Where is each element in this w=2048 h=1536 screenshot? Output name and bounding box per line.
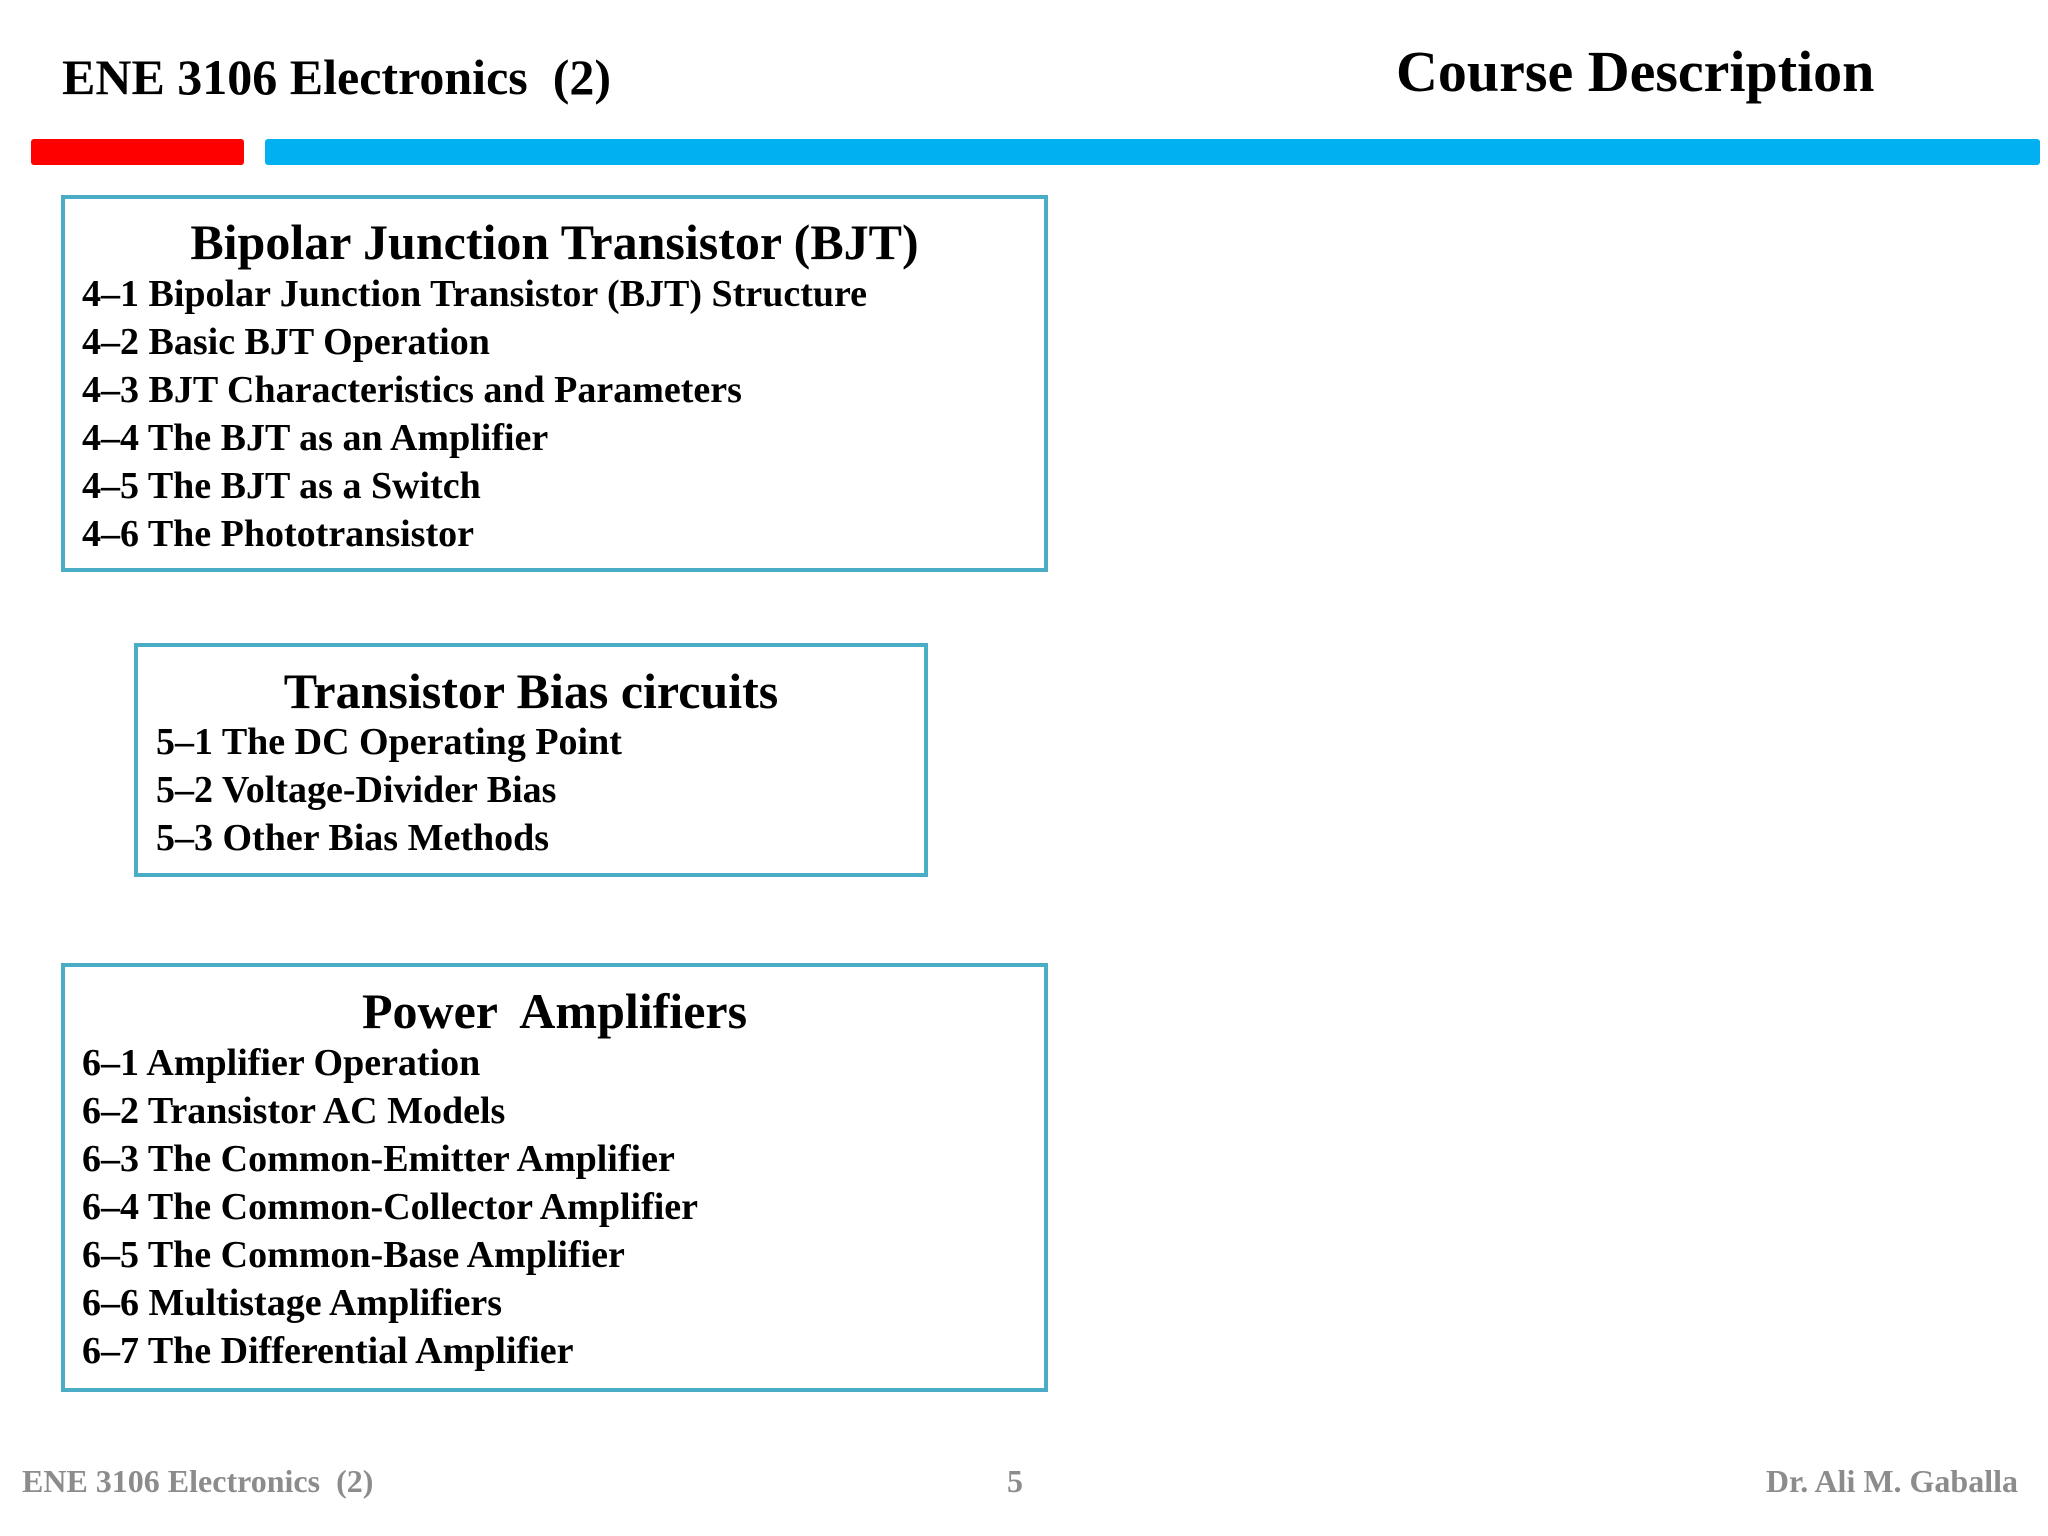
section-title: Bipolar Junction Transistor (BJT) xyxy=(190,214,919,270)
footer-course: ENE 3106 Electronics (2) xyxy=(22,1463,374,1499)
list-item: 5–1 The DC Operating Point xyxy=(156,721,622,763)
list-item: 4–1 Bipolar Junction Transistor (BJT) Structure xyxy=(82,273,868,315)
list-item: 6–7 The Differential Amplifier xyxy=(82,1330,574,1372)
list-item: 5–2 Voltage-Divider Bias xyxy=(156,769,557,811)
list-item: 4–5 The BJT as a Switch xyxy=(82,465,481,507)
list-item: 6–1 Amplifier Operation xyxy=(82,1042,481,1084)
accent-bar-blue xyxy=(265,139,2040,165)
list-item: 4–4 The BJT as an Amplifier xyxy=(82,417,549,459)
section-items-bjt xyxy=(82,270,867,558)
page-number: 5 xyxy=(1007,1463,1023,1499)
list-item: 4–2 Basic BJT Operation xyxy=(82,321,490,363)
list-item: 6–6 Multistage Amplifiers xyxy=(82,1282,503,1324)
list-item: 5–3 Other Bias Methods xyxy=(156,817,550,859)
section-title: Transistor Bias circuits xyxy=(283,663,779,719)
section-items-power xyxy=(82,1039,698,1375)
course-title: ENE 3106 Electronics (2) xyxy=(62,49,612,105)
list-item: 6–2 Transistor AC Models xyxy=(82,1090,506,1132)
section-title: Power Amplifiers xyxy=(361,983,748,1039)
list-item: 4–6 The Phototransistor xyxy=(82,513,474,555)
section-items-bias xyxy=(156,718,622,862)
list-item: 4–3 BJT Characteristics and Parameters xyxy=(82,369,742,411)
footer-author: Dr. Ali M. Gaballa xyxy=(1765,1463,2018,1499)
slide-title: Course Description xyxy=(1396,39,1875,104)
list-item: 6–3 The Common-Emitter Amplifier xyxy=(82,1138,675,1180)
list-item: 6–4 The Common-Collector Amplifier xyxy=(82,1186,699,1228)
list-item: 6–5 The Common-Base Amplifier xyxy=(82,1234,625,1276)
accent-bar-red xyxy=(31,139,244,165)
